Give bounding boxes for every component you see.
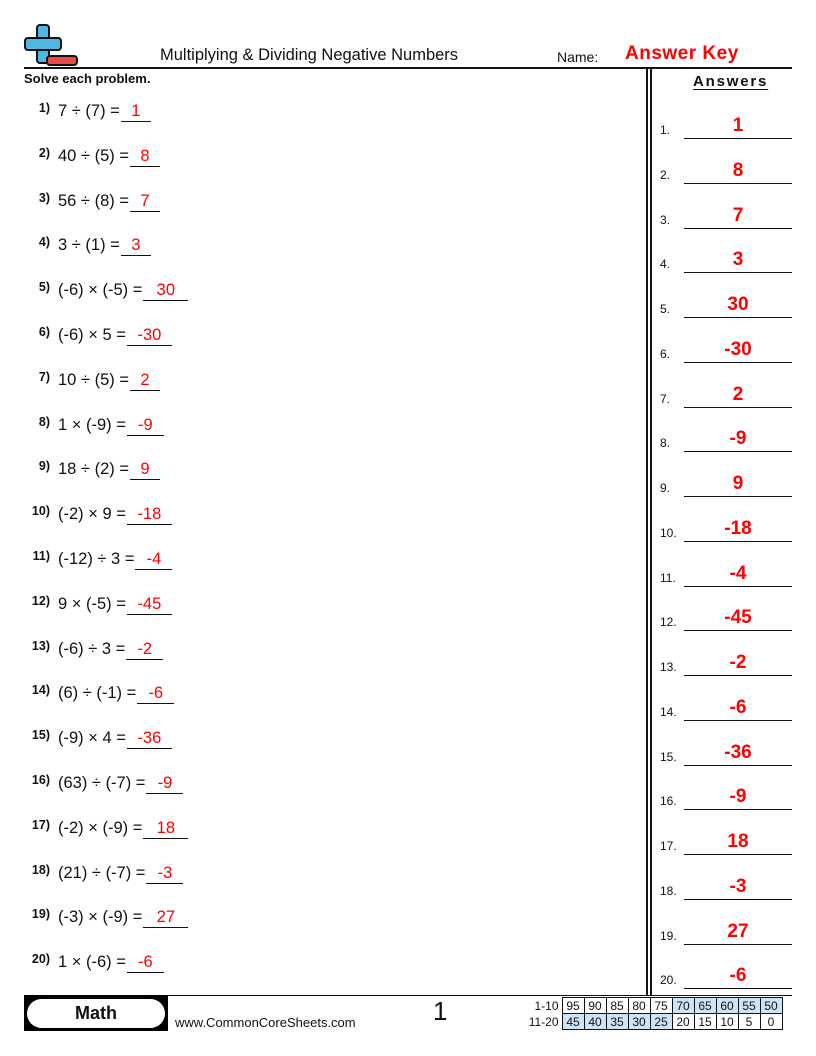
problem-number: 5)	[38, 280, 50, 295]
answer-number: 16.	[660, 794, 677, 809]
answer-value[interactable]: -6	[729, 965, 747, 987]
problem-number: 16)	[31, 773, 50, 787]
instructions: Solve each problem.	[24, 71, 151, 86]
expression-text: 1 × (-6) =	[58, 953, 126, 972]
problem-number: 1)	[38, 101, 50, 115]
score-cell: 25	[650, 1014, 672, 1030]
expression-text: (-9) × 4 =	[58, 729, 126, 748]
problem-expression	[58, 864, 183, 884]
problem-expression	[58, 102, 151, 122]
plus-minus-logo-icon	[24, 24, 80, 68]
answer-number: 7.	[660, 391, 671, 406]
answer-line	[684, 183, 792, 184]
answer-blank[interactable]: -9	[127, 416, 164, 436]
score-cell: 65	[694, 998, 716, 1014]
score-cell: 20	[672, 1014, 694, 1030]
name-value: Answer Key	[625, 43, 739, 64]
answer-value[interactable]: -4	[729, 562, 747, 584]
problem-number: 4)	[38, 235, 50, 250]
answer-row	[660, 870, 792, 900]
answer-blank[interactable]: -4	[135, 550, 172, 570]
score-cell: 85	[606, 998, 628, 1014]
answer-blank[interactable]: -30	[127, 326, 172, 346]
score-cell: 80	[628, 998, 650, 1014]
expression-text: 9 × (-5) =	[58, 594, 126, 613]
score-cell: 30	[628, 1014, 650, 1030]
answer-number: 2.	[660, 167, 671, 182]
answer-line	[684, 854, 792, 855]
answer-blank[interactable]: 27	[143, 908, 188, 928]
answer-number: 3.	[660, 212, 671, 227]
answer-row	[660, 780, 792, 810]
answer-number: 20.	[660, 973, 677, 988]
answer-row	[660, 736, 792, 766]
answer-line	[684, 586, 792, 587]
problem-number: 13)	[31, 638, 50, 653]
problem-expression	[58, 729, 172, 749]
answer-value[interactable]: 27	[727, 920, 749, 942]
answer-line	[684, 138, 792, 139]
answer-row	[660, 109, 792, 139]
answer-line	[684, 765, 792, 766]
answer-value[interactable]: 30	[727, 294, 749, 315]
problem-number: 14)	[31, 683, 50, 698]
answer-blank[interactable]: 8	[130, 147, 160, 167]
name-label: Name:	[557, 49, 599, 65]
expression-text: (-6) ÷ 3 =	[58, 639, 126, 658]
answer-row	[660, 646, 792, 676]
problem-expression	[58, 371, 160, 391]
answer-line	[684, 630, 792, 631]
problem-expression	[58, 684, 174, 704]
answer-blank[interactable]: -2	[126, 640, 163, 660]
answer-blank[interactable]: 18	[143, 819, 188, 839]
answer-blank[interactable]: 7	[130, 192, 160, 212]
answer-value[interactable]: 8	[732, 159, 744, 181]
expression-text: (6) ÷ (-1) =	[58, 684, 137, 703]
answer-number: 19.	[660, 928, 677, 943]
answer-line	[684, 899, 792, 900]
worksheet-title: Multiplying & Dividing Negative Numbers	[160, 46, 459, 64]
answer-row	[660, 601, 792, 631]
answer-value[interactable]: -18	[724, 517, 752, 539]
expression-text: 1 × (-9) =	[58, 415, 126, 434]
answer-line	[684, 809, 792, 810]
answer-line	[684, 944, 792, 945]
problem-number: 9)	[38, 459, 50, 474]
expression-text: (-2) × 9 =	[58, 505, 126, 524]
expression-text: 40 ÷ (5) =	[58, 146, 129, 165]
score-table	[524, 997, 783, 1030]
expression-text: (-3) × (-9) =	[58, 908, 143, 927]
score-cell: 40	[584, 1014, 606, 1030]
problem-expression	[58, 774, 183, 794]
answer-line	[684, 675, 792, 676]
answer-row	[660, 243, 792, 273]
problem-number: 7)	[38, 369, 50, 384]
answer-line	[684, 228, 792, 229]
score-cell: 35	[606, 1014, 628, 1030]
answer-number: 14.	[660, 704, 677, 719]
problem-expression	[58, 326, 172, 346]
answer-blank[interactable]: -6	[127, 953, 164, 973]
answer-line	[684, 451, 792, 452]
problem-expression	[58, 953, 164, 973]
problem-number: 12)	[31, 593, 50, 608]
answer-line	[684, 720, 792, 721]
answer-line	[684, 496, 792, 497]
answer-value[interactable]: -9	[729, 786, 747, 808]
score-cell: 95	[562, 998, 584, 1014]
problem-expression	[58, 192, 160, 212]
answer-number: 11.	[660, 570, 676, 585]
expression-text: (-2) × (-9) =	[58, 818, 143, 837]
answer-value[interactable]: -9	[729, 428, 747, 450]
problem-expression	[58, 550, 172, 570]
problem-expression	[58, 505, 172, 525]
answer-value[interactable]: -3	[729, 875, 747, 897]
answer-value[interactable]: 18	[727, 831, 749, 852]
page-number: 1	[433, 996, 448, 1026]
answer-number: 1.	[660, 123, 671, 137]
expression-text: (-6) × (-5) =	[58, 281, 143, 300]
answer-value[interactable]: -30	[724, 338, 752, 360]
answer-number: 12.	[660, 615, 677, 630]
answer-number: 15.	[660, 749, 677, 764]
answer-row	[660, 333, 792, 363]
problem-number: 10)	[31, 504, 50, 519]
answer-row	[660, 422, 792, 452]
score-row	[524, 1014, 782, 1030]
answer-value[interactable]: -6	[729, 696, 747, 718]
answer-number: 10.	[660, 525, 677, 540]
answer-value[interactable]: 1	[732, 115, 744, 136]
problem-expression	[58, 595, 172, 615]
problem-expression	[58, 236, 151, 256]
expression-text: 7 ÷ (7) =	[58, 102, 120, 120]
answer-number: 8.	[660, 436, 671, 451]
answer-blank[interactable]: 30	[143, 281, 188, 301]
score-cell: 10	[716, 1014, 738, 1030]
score-cell: 60	[716, 998, 738, 1014]
problem-number: 3)	[38, 190, 50, 205]
site-url: www.CommonCoreSheets.com	[175, 1015, 356, 1030]
answer-blank[interactable]: 2	[130, 371, 160, 391]
problem-expression	[58, 819, 188, 839]
answer-blank[interactable]: -3	[146, 864, 183, 884]
answer-number: 9.	[660, 481, 671, 495]
answer-value[interactable]: 9	[732, 473, 744, 494]
expression-text: (-12) ÷ 3 =	[58, 550, 135, 568]
expression-text: (63) ÷ (-7) =	[58, 774, 146, 792]
expression-text: (21) ÷ (-7) =	[58, 863, 146, 882]
answer-blank[interactable]: -45	[127, 595, 172, 615]
score-cell: 0	[760, 1014, 782, 1030]
answer-value[interactable]: 3	[732, 249, 744, 271]
score-cell: 15	[694, 1014, 716, 1030]
problem-number: 15)	[31, 728, 50, 743]
answer-row	[660, 959, 792, 989]
answer-row	[660, 154, 792, 184]
problem-number: 2)	[38, 145, 50, 160]
answer-row	[660, 199, 792, 229]
problem-expression	[58, 281, 188, 301]
answer-blank[interactable]: -18	[127, 505, 172, 525]
answer-value[interactable]: -36	[724, 741, 752, 763]
answer-row	[660, 378, 792, 408]
column-divider	[650, 68, 652, 996]
score-cell: 5	[738, 1014, 760, 1030]
score-cell: 45	[562, 1014, 584, 1030]
footer-divider	[168, 995, 792, 996]
expression-text: 10 ÷ (5) =	[58, 370, 129, 389]
problem-expression	[58, 147, 160, 167]
expression-text: 18 ÷ (2) =	[58, 460, 129, 479]
answer-row	[660, 915, 792, 945]
answer-line	[684, 541, 792, 542]
answer-line	[684, 272, 792, 273]
problem-expression	[58, 908, 188, 928]
answer-row	[660, 512, 792, 542]
problem-number: 20)	[31, 952, 50, 967]
answer-row	[660, 825, 792, 855]
answer-value[interactable]: -45	[724, 607, 752, 629]
answer-blank[interactable]: 1	[121, 102, 151, 122]
answer-line	[684, 362, 792, 363]
score-cell: 75	[650, 998, 672, 1014]
problem-number: 19)	[31, 907, 50, 922]
answer-blank[interactable]: 9	[130, 460, 160, 480]
answer-line	[684, 988, 792, 989]
score-cell: 70	[672, 998, 694, 1014]
problem-number: 11)	[32, 549, 50, 563]
answer-line	[684, 407, 792, 408]
answer-blank[interactable]: -9	[146, 774, 183, 794]
answer-row	[660, 467, 792, 497]
answer-number: 17.	[660, 839, 677, 853]
answer-number: 13.	[660, 660, 677, 674]
answer-number: 6.	[660, 346, 671, 361]
score-row-label: 11-20	[528, 1014, 559, 1029]
answer-value[interactable]: 2	[732, 383, 744, 405]
problem-expression	[58, 460, 160, 480]
answer-number: 4.	[660, 257, 671, 272]
score-cell: 90	[584, 998, 606, 1014]
column-divider	[646, 68, 648, 996]
answer-number: 18.	[660, 883, 677, 898]
expression-text: 3 ÷ (1) =	[58, 236, 120, 255]
score-row-label: 1-10	[534, 998, 559, 1013]
problem-number: 17)	[31, 817, 50, 832]
expression-text: 56 ÷ (8) =	[58, 191, 129, 210]
score-cell: 55	[738, 998, 760, 1014]
answer-blank[interactable]: -36	[127, 729, 172, 749]
subject-label: Math	[27, 999, 165, 1028]
answer-value[interactable]: -2	[729, 652, 747, 673]
answer-row	[660, 557, 792, 587]
score-row	[524, 998, 782, 1014]
answer-value[interactable]: 7	[732, 204, 744, 226]
problem-number: 6)	[38, 325, 50, 339]
problem-number: 18)	[31, 862, 50, 877]
problem-expression	[58, 640, 163, 660]
answers-heading: Answers	[693, 73, 769, 90]
problem-expression	[58, 416, 164, 436]
answer-row	[660, 691, 792, 721]
answer-number: 5.	[660, 302, 671, 316]
header-divider	[24, 67, 792, 69]
score-cell: 50	[760, 998, 782, 1014]
problem-number: 8)	[38, 414, 50, 429]
answer-line	[684, 317, 792, 318]
answer-row	[660, 288, 792, 318]
answer-blank[interactable]: -6	[137, 684, 174, 704]
expression-text: (-6) × 5 =	[58, 326, 126, 344]
answer-blank[interactable]: 3	[121, 236, 151, 256]
